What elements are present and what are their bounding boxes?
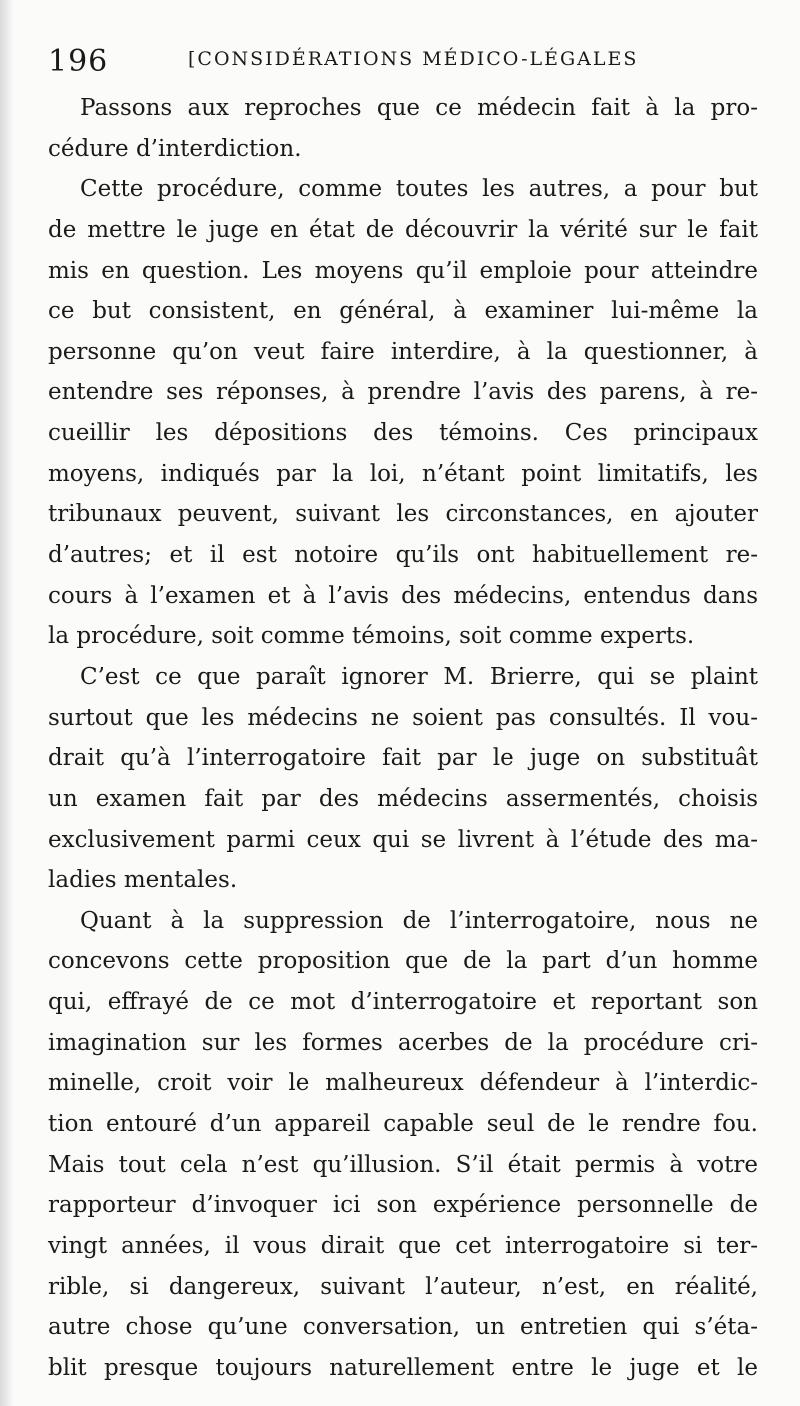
text-line: autre chose qu’une conversation, un entretien qui s’éta-	[48, 1314, 758, 1341]
page-number: 196	[48, 44, 109, 79]
text-line: moyens, indiqués par la loi, n’étant point limitatifs, les	[48, 460, 758, 487]
body-text	[48, 88, 758, 1389]
text-line: imagination sur les formes acerbes de la procédure cri-	[48, 1029, 758, 1056]
text-line: personne qu’on veut faire interdire, à la questionner, à	[48, 338, 758, 365]
running-title: [CONSIDÉRATIONS MÉDICO-LÉGALES	[188, 48, 639, 70]
text-line: Mais tout cela n’est qu’illusion. S’il était permis à votre	[48, 1151, 758, 1178]
text-line: mis en question. Les moyens qu’il emploie pour atteindre	[48, 257, 758, 284]
text-line: ce but consistent, en général, à examiner lui-même la	[48, 298, 758, 325]
text-line: exclusivement parmi ceux qui se livrent à l’étude des ma-	[48, 826, 758, 853]
text-line: ladies mentales.	[48, 867, 238, 894]
text-line: Cette procédure, comme toutes les autres, a pour but	[80, 176, 758, 203]
text-line: blit presque toujours naturellement entre le juge et le	[48, 1354, 758, 1381]
text-line: cédure d’interdiction.	[48, 135, 302, 162]
text-line: cours à l’examen et à l’avis des médecins, entendus dans	[48, 582, 758, 609]
text-line: Quant à la suppression de l’interrogatoire, nous ne	[80, 907, 758, 934]
page-edge-shadow	[0, 0, 14, 1406]
running-head	[48, 38, 760, 88]
text-line: cueillir les dépositions des témoins. Ces principaux	[48, 420, 758, 447]
text-line: la procédure, soit comme témoins, soit comme experts.	[48, 623, 695, 650]
text-line: tribunaux peuvent, suivant les circonstances, en ajouter	[48, 501, 758, 528]
text-line: surtout que les médecins ne soient pas consultés. Il vou-	[48, 704, 758, 731]
text-line: rapporteur d’invoquer ici son expérience personnelle de	[48, 1192, 758, 1219]
text-line: un examen fait par des médecins assermentés, choisis	[48, 785, 758, 812]
text-line: rible, si dangereux, suivant l’auteur, n’est, en réalité,	[48, 1273, 758, 1300]
text-line: drait qu’à l’interrogatoire fait par le juge on substituât	[48, 745, 758, 772]
text-line: entendre ses réponses, à prendre l’avis des parens, à re-	[48, 379, 758, 406]
text-line: d’autres; et il est notoire qu’ils ont habituellement re-	[48, 542, 758, 569]
text-line: C’est ce que paraît ignorer M. Brierre, qui se plaint	[80, 663, 758, 690]
text-line: Passons aux reproches que ce médecin fait à la pro-	[80, 95, 758, 121]
text-line: minelle, croit voir le malheureux défendeur à l’interdic-	[48, 1070, 758, 1097]
text-line: vingt années, il vous dirait que cet interrogatoire si ter-	[48, 1232, 758, 1259]
text-line: concevons cette proposition que de la part d’un homme	[48, 948, 758, 975]
text-line: de mettre le juge en état de découvrir la vérité sur le fait	[48, 216, 758, 243]
text-line: qui, effrayé de ce mot d’interrogatoire et reportant son	[48, 989, 758, 1016]
text-line: tion entouré d’un appareil capable seul de le rendre fou.	[48, 1111, 758, 1138]
